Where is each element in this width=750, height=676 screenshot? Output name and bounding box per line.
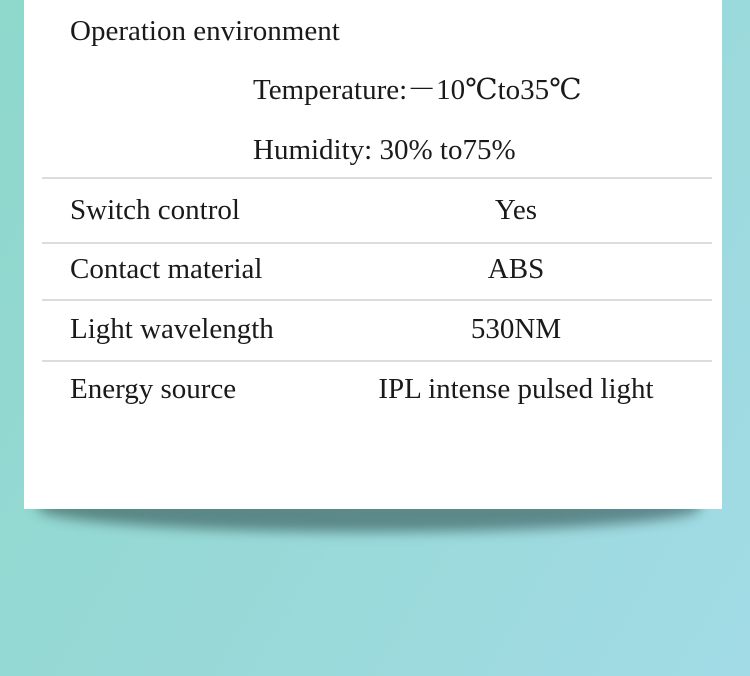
divider [42,242,712,244]
operation-environment-label: Operation environment [70,15,340,47]
energy-source-value: IPL intense pulsed light [378,373,654,405]
light-wavelength-label: Light wavelength [70,313,274,345]
energy-source-label: Energy source [70,373,237,405]
humidity-value: Humidity: 30% to75% [253,134,516,166]
switch-control-value: Yes [494,194,538,226]
contact-material-value: ABS [487,253,545,285]
divider [42,299,712,301]
contact-material-label: Contact material [70,253,263,285]
spec-card [24,0,722,509]
temperature-value: Temperature:－10℃to35℃ [253,74,582,106]
divider [42,177,712,179]
divider [42,360,712,362]
switch-control-label: Switch control [70,194,240,226]
light-wavelength-value: 530NM [470,313,562,345]
